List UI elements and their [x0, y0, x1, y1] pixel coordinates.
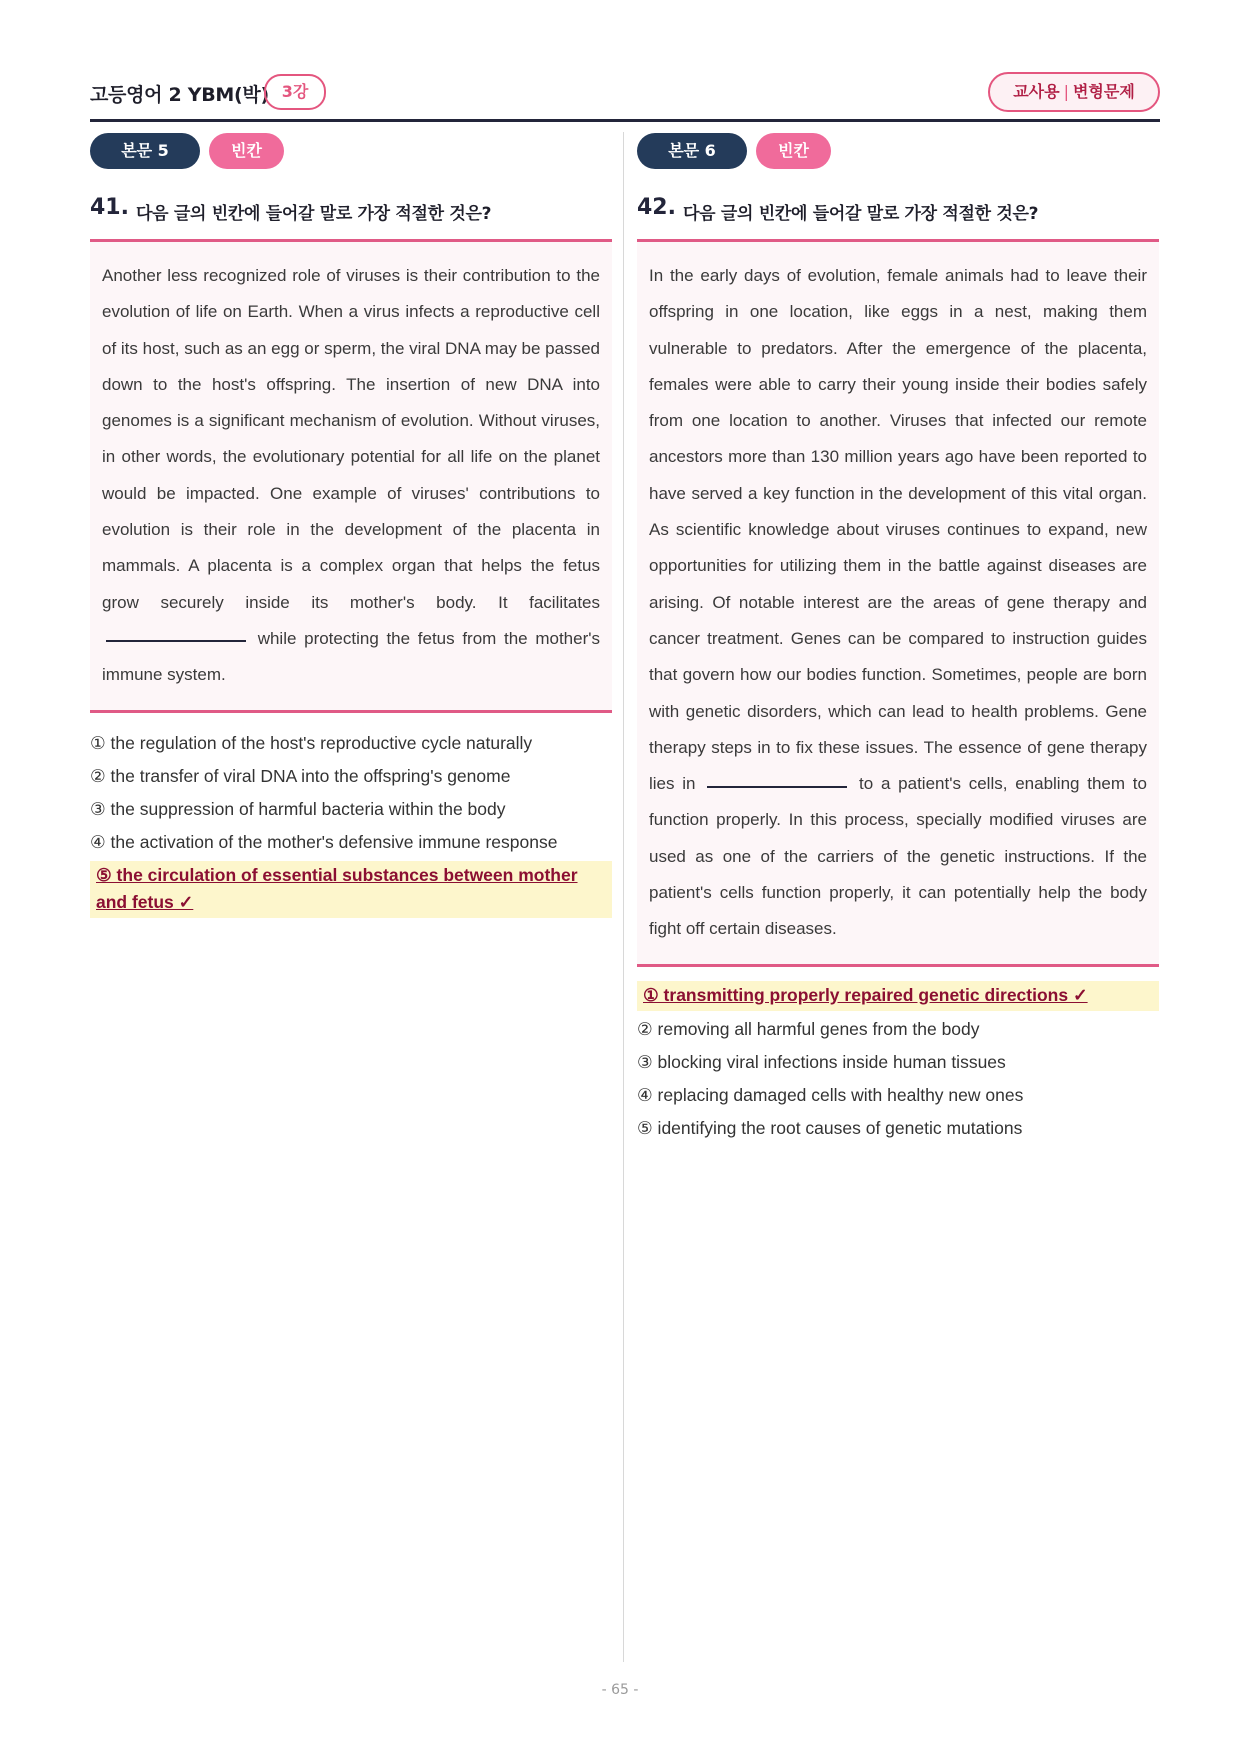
passage-after-blank: to a patient's cells, enabling them to function properly. In this process, specially modified viruses are used as one of the carriers of the genetic instructions. If the patient's cells function properly, it can potentially help the body fight off certain diseases. — [649, 774, 1147, 939]
choice-1: ① the regulation of the host's reproductive cycle naturally — [90, 732, 533, 753]
passage-before-blank: In the early days of evolution, female animals had to leave their offspring in one location, like eggs in a nest, making them vulnerable to predators. After the emergence of the placenta, females were able to carry their young inside their bodies safely from one location to another. Viruses that infected our remote ancestors more than 130 million years ago have been reported to have served a key function in the development of this vital organ. As scientific knowledge about viruses continues to expand, new opportunities for utilizing them in the battle against diseases are arising. Of notable interest are the areas of gene therapy and cancer treatment. Genes can be compared to instruction guides that govern how our bodies function. Sometimes, people are born with genetic disorders, which can lead to health problems. Gene therapy steps in to fix these issues. The essence of gene therapy lies in — [649, 266, 1147, 794]
question-number: 41. — [90, 195, 129, 220]
page-header — [90, 74, 1160, 120]
passage-box — [90, 239, 612, 713]
passage-after-blank: while protecting the fetus from the mother's immune system. — [102, 628, 600, 685]
teacher-label: 교사용 — [1013, 82, 1060, 101]
choice-3: ③ the suppression of harmful bacteria within the body — [90, 798, 506, 819]
answer-blank — [707, 786, 847, 788]
passage-text — [649, 258, 1147, 948]
question-heading — [637, 195, 1159, 225]
question-tags — [637, 133, 1159, 169]
choice-1-correct-answer: ① transmitting properly repaired genetic directions ✓ — [637, 981, 1159, 1011]
choice-3: ③ blocking viral infections inside human tissues — [637, 1051, 1006, 1072]
variant-label: 변형문제 — [1072, 82, 1135, 101]
page-number: - 65 - — [601, 1682, 639, 1698]
header-rule — [90, 119, 1160, 122]
type-tag: 빈칸 — [756, 133, 831, 169]
question-42-column — [637, 133, 1159, 1145]
answer-blank — [106, 640, 246, 642]
textbook-title: 고등영어 2 YBM(박) — [90, 84, 269, 106]
question-heading — [90, 195, 612, 225]
answer-choices — [637, 981, 1159, 1145]
question-tags — [90, 133, 612, 169]
passage-box — [637, 239, 1159, 967]
passage-text — [102, 258, 600, 694]
question-prompt: 다음 글의 빈칸에 들어갈 말로 가장 적절한 것은? — [136, 204, 492, 224]
badge-separator: | — [1063, 82, 1069, 101]
question-41-column — [90, 133, 612, 920]
type-tag: 빈칸 — [209, 133, 284, 169]
answer-choices — [90, 727, 612, 918]
choice-4: ④ replacing damaged cells with healthy new ones — [637, 1084, 1024, 1105]
column-divider — [623, 132, 624, 1662]
choice-5-correct-answer: ⑤ the circulation of essential substances between mother and fetus ✓ — [90, 861, 612, 918]
lesson-badge: 3강 — [264, 74, 326, 110]
choice-5: ⑤ identifying the root causes of genetic mutations — [637, 1117, 1023, 1138]
source-tag: 본문 6 — [637, 133, 747, 169]
choice-2: ② removing all harmful genes from the body — [637, 1018, 980, 1039]
question-number: 42. — [637, 195, 676, 220]
choice-2: ② the transfer of viral DNA into the offspring's genome — [90, 765, 511, 786]
passage-before-blank: Another less recognized role of viruses is their contribution to the evolution of life on Earth. When a virus infects a reproductive cell of its host, such as an egg or sperm, the viral DNA may be passed down to the host's offspring. The insertion of new DNA into genomes is a significant mechanism of evolution. Without viruses, in other words, the evolutionary potential for all life on the planet would be impacted. One example of viruses' contributions to evolution is their role in the development of the placenta in mammals. A placenta is a complex organ that helps the fetus grow securely inside its mother's body. It facilitates — [102, 266, 600, 612]
teacher-badge — [988, 72, 1160, 112]
question-prompt: 다음 글의 빈칸에 들어갈 말로 가장 적절한 것은? — [683, 204, 1039, 224]
choice-4: ④ the activation of the mother's defensive immune response — [90, 831, 558, 852]
source-tag: 본문 5 — [90, 133, 200, 169]
